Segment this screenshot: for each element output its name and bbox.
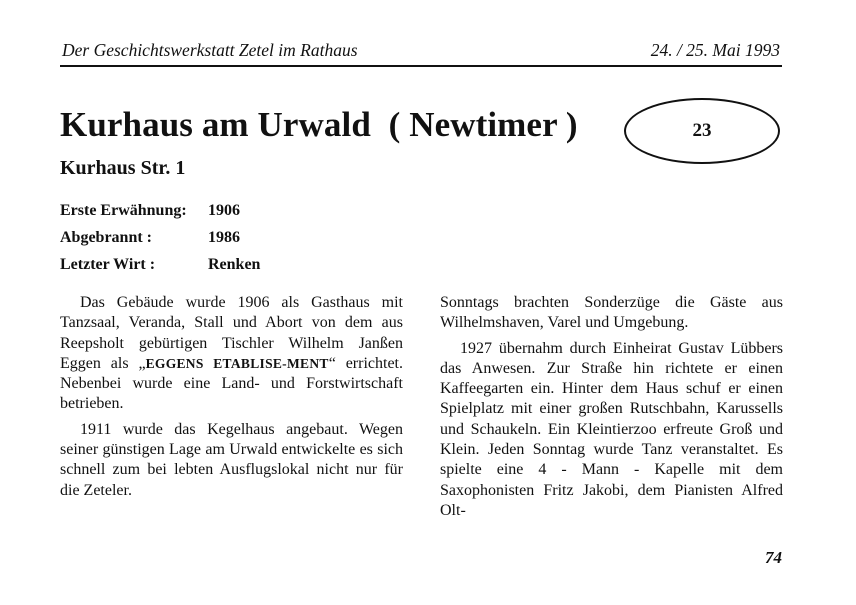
fact-row-first-mention xyxy=(60,200,260,227)
text-column-left xyxy=(60,293,403,506)
entry-number-badge xyxy=(624,98,780,164)
establishment-name: EGGENS ETABLISE-MENT xyxy=(145,355,329,371)
text-column-right xyxy=(440,293,783,526)
fact-value: 1986 xyxy=(208,229,240,246)
fact-label: Abgebrannt : xyxy=(60,229,153,246)
paragraph: 1911 wurde das Kegelhaus angebaut. Wegen seiner günstigen Lage am Urwald entwickelte es sich schnell zum bei lebten Ausflugslokal nicht nur für die Zeteler. xyxy=(60,420,403,499)
address-subtitle: Kurhaus Str. 1 xyxy=(60,157,186,179)
fact-label: Letzter Wirt : xyxy=(60,256,156,273)
page-title: Kurhaus am Urwald ( Newtimer ) xyxy=(60,105,578,144)
paragraph: 1927 übernahm durch Einheirat Gustav Lübbers das Anwesen. Zur Straße hin richtete er einen Kaffeegarten ein. Hinter dem Haus schuf er einen Spielplatz mit einer großen Rutschbahn, Karussells und Schaukeln. Ein Kleintierzoo erfreute Groß und Klein. Jeden Sonntag wurde Tanz veranstaltet. Es spielte eine 4 - Mann - Kapelle mit dem Saxophonisten Fritz Jakobi, dem Pianisten Alfred Olt- xyxy=(440,339,783,519)
fact-row-last-host xyxy=(60,254,260,281)
fact-value: 1906 xyxy=(208,202,240,219)
page-number: 74 xyxy=(765,548,782,567)
paragraph xyxy=(60,293,403,415)
paragraph: Sonntags brachten Sonderzüge die Gäste aus Wilhelmshaven, Varel und Umgebung. xyxy=(440,294,783,332)
paragraph-text: “ errichtet. Nebenbei wurde eine Land- und Forstwirtschaft betrieben. xyxy=(60,354,404,413)
header-date: 24. / 25. Mai 1993 xyxy=(650,40,780,60)
entry-number: 23 xyxy=(692,120,712,141)
running-header xyxy=(60,38,782,67)
fact-label: Erste Erwähnung: xyxy=(60,202,187,219)
paragraph-text: Das Gebäude wurde 1906 als Gasthaus mit Tanzsaal, Veranda, Stall und Abort von dem aus Reepsholt gebürtigen Tischler Wilhelm Janßen Eggen als „ xyxy=(60,294,403,372)
fact-value: Renken xyxy=(208,256,261,273)
fact-row-burned-down xyxy=(60,227,260,254)
facts-list xyxy=(60,200,260,281)
header-left-text: Der Geschichtswerkstatt Zetel im Rathaus xyxy=(62,40,358,60)
